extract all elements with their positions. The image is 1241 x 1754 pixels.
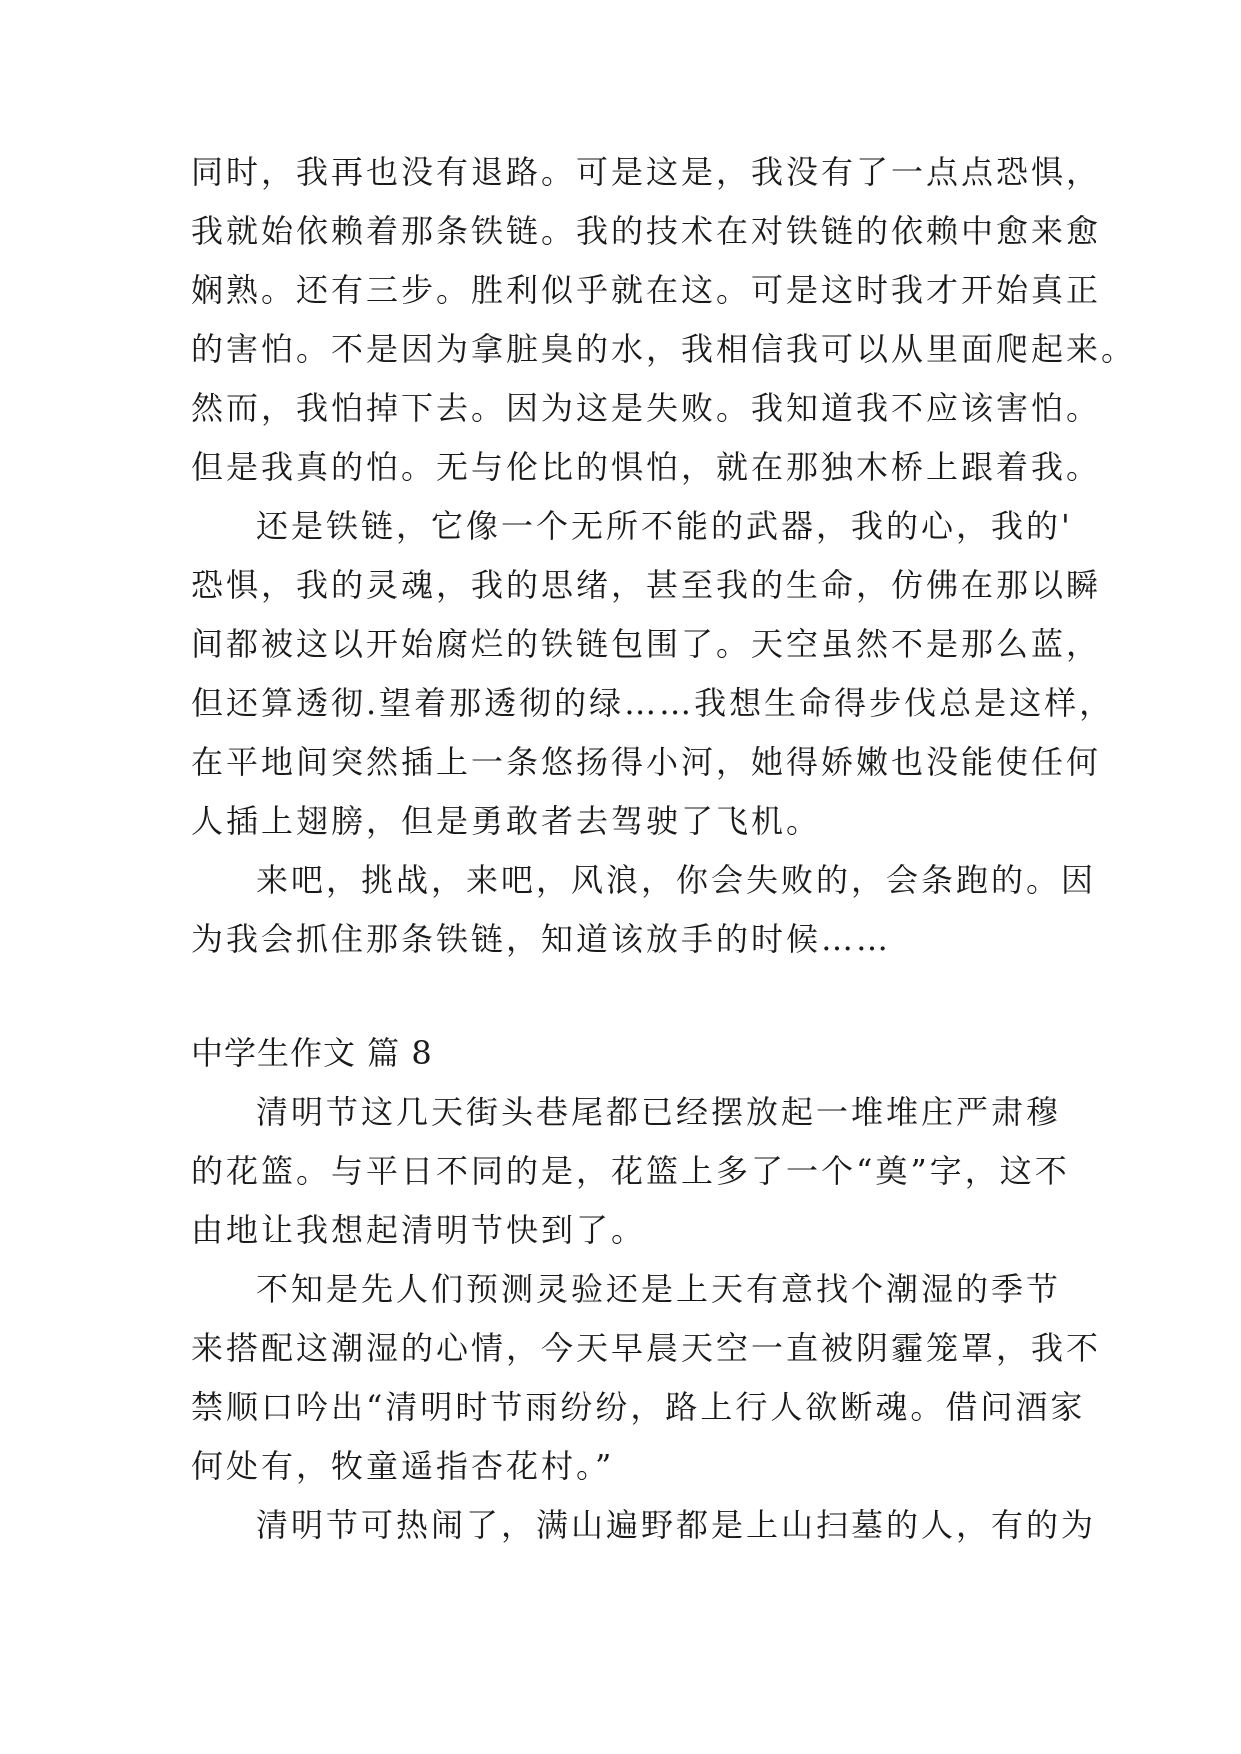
text-line: 的害怕。不是因为拿脏臭的水，我相信我可以从里面爬起来。: [191, 330, 1137, 368]
text-line: 的花篮。与平日不同的是，花篮上多了一个“奠”字，这不: [191, 1152, 1070, 1190]
paragraph-first-line: 还是铁链，它像一个无所不能的武器，我的心，我的': [256, 507, 1073, 545]
section-heading: 中学生作文 篇 8: [191, 1034, 433, 1072]
text-line: 娴熟。还有三步。胜利似乎就在这。可是这时我才开始真正: [191, 271, 1102, 309]
text-line: 禁顺口吟出“清明时节雨纷纷，路上行人欲断魂。借问酒家: [191, 1388, 1086, 1426]
text-line: 我就始依赖着那条铁链。我的技术在对铁链的依赖中愈来愈: [191, 212, 1102, 250]
text-line: 来搭配这潮湿的心情，今天早晨天空一直被阴霾笼罩，我不: [191, 1329, 1102, 1367]
text-line: 恐惧，我的灵魂，我的思绪，甚至我的生命，仿佛在那以瞬: [191, 566, 1102, 604]
paragraph-first-line: 清明节这几天街头巷尾都已经摆放起一堆堆庄严肃穆: [256, 1093, 1062, 1131]
text-line: 人插上翅膀，但是勇敢者去驾驶了飞机。: [191, 802, 822, 840]
text-line: 但是我真的怕。无与伦比的惧怕，就在那独木桥上跟着我。: [191, 448, 1102, 486]
text-line: 间都被这以开始腐烂的铁链包围了。天空虽然不是那么蓝，: [191, 625, 1102, 663]
text-line: 在平地间突然插上一条悠扬得小河，她得娇嫩也没能使任何: [191, 743, 1102, 781]
text-line: 同时，我再也没有退路。可是这是，我没有了一点点恐惧，: [191, 153, 1102, 191]
text-line: 为我会抓住那条铁链，知道该放手的时候……: [191, 920, 892, 958]
paragraph-first-line: 不知是先人们预测灵验还是上天有意找个潮湿的季节: [256, 1270, 1062, 1308]
text-line: 何处有，牧童遥指杏花村。”: [191, 1447, 615, 1485]
text-line: 但还算透彻.望着那透彻的绿……我想生命得步伐总是这样，: [191, 684, 1115, 722]
text-line: 然而，我怕掉下去。因为这是失败。我知道我不应该害怕。: [191, 389, 1102, 427]
text-line: 由地让我想起清明节快到了。: [191, 1211, 647, 1249]
paragraph-first-line: 清明节可热闹了，满山遍野都是上山扫墓的人，有的为: [256, 1506, 1097, 1544]
paragraph-first-line: 来吧，挑战，来吧，风浪，你会失败的，会条跑的。因: [256, 861, 1097, 899]
